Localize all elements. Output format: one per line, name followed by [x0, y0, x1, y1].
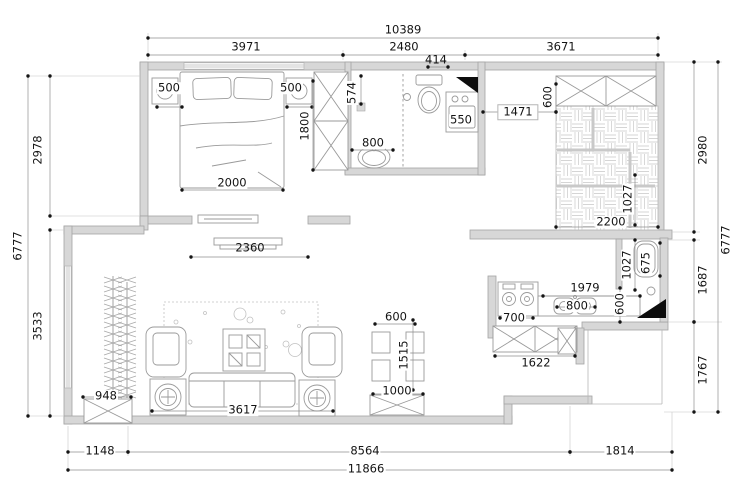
dining-chair — [372, 332, 390, 353]
dim-bottom-1814: 1814 — [605, 443, 635, 458]
sink-counter — [538, 296, 640, 316]
dim-right-1687: 1687 — [695, 265, 710, 295]
dining-chair — [406, 360, 424, 381]
dim-counter-1979: 1979 — [570, 280, 600, 295]
washing-machine — [446, 92, 478, 132]
bathroom — [357, 74, 478, 168]
cabinet-948 — [84, 399, 132, 423]
dim-top-3671: 3671 — [546, 39, 576, 54]
shower-drain-icon — [357, 103, 365, 111]
coffee-table — [223, 329, 265, 371]
sofa — [189, 373, 295, 407]
dim-left-3533: 3533 — [30, 311, 45, 341]
dim-dining-600: 600 — [385, 309, 407, 324]
dim-tv-wall-2360: 2360 — [235, 240, 265, 255]
dim-top-414: 414 — [425, 52, 447, 67]
dim-bottom-8564: 8564 — [350, 443, 380, 458]
balcony-cabinet — [558, 328, 576, 354]
dim-kitchen-sink-800: 800 — [566, 298, 588, 313]
dim-cabinet-1000: 1000 — [382, 383, 412, 398]
dim-left-2978: 2978 — [30, 135, 45, 165]
dim-cabinet-1622: 1622 — [521, 355, 551, 370]
wash-basin — [634, 241, 658, 277]
armchair-left — [146, 327, 186, 377]
dim-top-2480: 2480 — [389, 39, 419, 54]
dim-bottom-1148: 1148 — [85, 443, 115, 458]
wall-bath-right — [478, 62, 485, 175]
dim-sofa-3617: 3617 — [228, 402, 258, 417]
upper-cabinets — [556, 76, 656, 106]
dim-washer-550: 550 — [450, 112, 472, 127]
nightstand-right — [286, 78, 312, 104]
dim-cabinet-depth-600: 600 — [540, 86, 555, 108]
living-room — [84, 238, 342, 423]
dresser — [198, 215, 258, 223]
corner-shelf-triangle-icon — [456, 77, 478, 93]
dim-right-6777: 6777 — [718, 225, 733, 255]
dim-cabinet-948: 948 — [95, 388, 117, 403]
wall-kitchen-separator — [470, 230, 672, 239]
window-left — [65, 266, 71, 388]
dim-wc-1027: 1027 — [619, 250, 634, 280]
dim-overall-bottom-11866: 11866 — [347, 461, 385, 476]
side-table-right — [299, 380, 335, 416]
dining-chair — [406, 332, 424, 353]
toilet-paper-icon — [404, 94, 411, 101]
dim-dining-1515: 1515 — [396, 340, 411, 370]
dim-tile-1027: 1027 — [620, 184, 635, 214]
dim-bed-2000: 2000 — [217, 175, 247, 190]
bedroom-furniture — [152, 72, 348, 223]
balcony-outline — [588, 330, 662, 404]
dim-wardrobe-1800: 1800 — [297, 111, 312, 141]
dim-right-1767: 1767 — [695, 355, 710, 385]
drain-icon — [647, 287, 655, 295]
nightstand-left — [152, 78, 178, 104]
dim-bath-sink-800: 800 — [362, 135, 384, 150]
wardrobe — [314, 72, 348, 170]
wall-bath-bottom — [345, 168, 485, 175]
dim-wc-675: 675 — [638, 252, 653, 274]
kitchen-tile-floor — [556, 106, 658, 230]
dim-tile-2200: 2200 — [596, 214, 626, 229]
wall-bedroom-bottom-right — [308, 216, 350, 224]
side-table-left — [150, 379, 186, 415]
tv-console — [214, 238, 282, 249]
dim-stove-700: 700 — [503, 310, 525, 325]
dim-bath-574: 574 — [344, 82, 359, 104]
plant-icon — [104, 276, 136, 398]
toilet — [416, 75, 442, 113]
dim-left-6777: 6777 — [10, 231, 25, 261]
dim-nightstand-left-500: 500 — [158, 80, 180, 95]
dining-area — [370, 332, 424, 415]
window-top — [184, 63, 304, 69]
wall-left-bedroom — [140, 62, 148, 222]
door-swing-triangle-icon — [637, 299, 666, 318]
dim-wc-door-600: 600 — [612, 293, 627, 315]
double-bed — [180, 72, 284, 188]
armchair-right — [302, 327, 342, 377]
cabinet-1000 — [370, 395, 424, 415]
wall-step-horizontal — [504, 396, 592, 404]
dim-nightstand-right-500: 500 — [280, 80, 302, 95]
wall-balcony-top — [582, 322, 668, 330]
dim-hall-1471: 1471 — [497, 104, 538, 120]
dim-overall-top-10389: 10389 — [384, 22, 422, 37]
wall-left-step — [64, 226, 144, 234]
dining-chair — [372, 360, 390, 381]
bathroom-sink — [358, 146, 390, 168]
dim-top-3971: 3971 — [231, 39, 261, 54]
dim-right-2980: 2980 — [695, 135, 710, 165]
wall-wc-left — [616, 239, 622, 289]
stove-counter — [498, 282, 538, 316]
